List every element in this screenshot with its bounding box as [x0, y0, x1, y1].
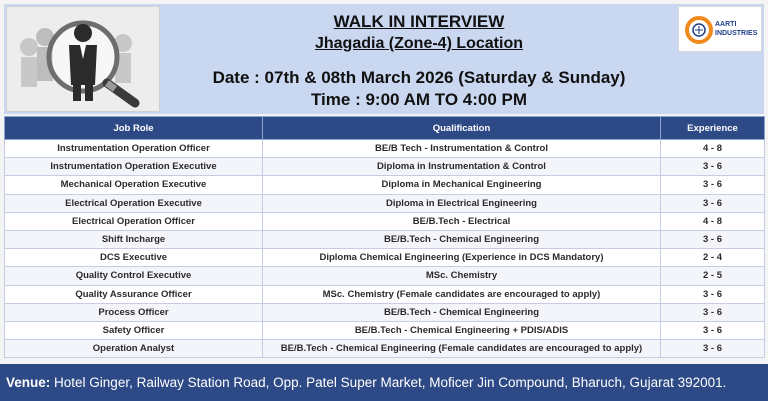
- qualification-cell: MSc. Chemistry: [263, 267, 661, 285]
- job-role-cell: Quality Control Executive: [5, 267, 263, 285]
- company-logo: [678, 6, 762, 52]
- job-role-cell: Safety Officer: [5, 321, 263, 339]
- experience-cell: 2 - 5: [661, 267, 765, 285]
- qualification-cell: BE/B.Tech - Chemical Engineering + PDIS/ADIS: [263, 321, 661, 339]
- experience-cell: 3 - 6: [661, 321, 765, 339]
- job-role-cell: Electrical Operation Officer: [5, 212, 263, 230]
- experience-cell: 3 - 6: [661, 230, 765, 248]
- table-row: [5, 158, 765, 176]
- qualification-cell: Diploma in Electrical Engineering: [263, 194, 661, 212]
- job-openings-table: [4, 116, 765, 358]
- venue-label: Venue:: [6, 375, 51, 390]
- qualification-cell: Diploma Chemical Engineering (Experience in DCS Mandatory): [263, 249, 661, 267]
- experience-cell: 4 - 8: [661, 212, 765, 230]
- venue-address: Hotel Ginger, Railway Station Road, Opp. Patel Super Market, Moficer Jin Compound, Bharuch, Gujarat 392001.: [54, 375, 727, 390]
- poster-header: [4, 4, 764, 114]
- table-row: [5, 303, 765, 321]
- qualification-cell: BE/B.Tech - Electrical: [263, 212, 661, 230]
- interview-time: Time : 9:00 AM TO 4:00 PM: [310, 90, 528, 109]
- table-row: [5, 267, 765, 285]
- experience-cell: 3 - 6: [661, 194, 765, 212]
- magnifier-businessman-image: [6, 6, 160, 112]
- qualification-cell: BE/B.Tech - Chemical Engineering: [263, 230, 661, 248]
- table-row: [5, 212, 765, 230]
- table-row: [5, 176, 765, 194]
- logo-wordmark: [715, 20, 757, 38]
- header-text-block: [164, 4, 674, 114]
- job-role-cell: Operation Analyst: [5, 340, 263, 358]
- qualification-cell: BE/B.Tech - Chemical Engineering (Female candidates are encouraged to apply): [263, 340, 661, 358]
- qualification-cell: BE/B Tech - Instrumentation & Control: [263, 140, 661, 158]
- column-header-experience: Experience: [661, 117, 765, 140]
- logo-line-2: INDUSTRIES: [715, 30, 758, 37]
- table-row: [5, 140, 765, 158]
- experience-cell: 2 - 4: [661, 249, 765, 267]
- job-role-cell: Quality Assurance Officer: [5, 285, 263, 303]
- table-row: [5, 321, 765, 339]
- qualification-cell: Diploma in Mechanical Engineering: [263, 176, 661, 194]
- job-role-cell: Shift Incharge: [5, 230, 263, 248]
- table-row: [5, 249, 765, 267]
- experience-cell: 3 - 6: [661, 176, 765, 194]
- job-role-cell: Instrumentation Operation Executive: [5, 158, 263, 176]
- job-role-cell: Process Officer: [5, 303, 263, 321]
- qualification-cell: MSc. Chemistry (Female candidates are encouraged to apply): [263, 285, 661, 303]
- table-row: [5, 194, 765, 212]
- table-header-row: [5, 117, 765, 140]
- qualification-cell: Diploma in Instrumentation & Control: [263, 158, 661, 176]
- aarti-logo-icon: [685, 16, 713, 44]
- experience-cell: 3 - 6: [661, 303, 765, 321]
- job-role-cell: DCS Executive: [5, 249, 263, 267]
- experience-cell: 3 - 6: [661, 158, 765, 176]
- column-header-job-role: Job Role: [5, 117, 263, 140]
- column-header-qualification: Qualification: [263, 117, 661, 140]
- page-title: WALK IN INTERVIEW: [333, 12, 505, 31]
- experience-cell: 4 - 8: [661, 140, 765, 158]
- job-role-cell: Instrumentation Operation Officer: [5, 140, 263, 158]
- qualification-cell: BE/B.Tech - Chemical Engineering: [263, 303, 661, 321]
- interview-date: Date : 07th & 08th March 2026 (Saturday & Sunday): [212, 68, 626, 87]
- job-role-cell: Electrical Operation Executive: [5, 194, 263, 212]
- logo-line-1: AARTI: [715, 21, 737, 28]
- experience-cell: 3 - 6: [661, 285, 765, 303]
- job-role-cell: Mechanical Operation Executive: [5, 176, 263, 194]
- table-row: [5, 285, 765, 303]
- table-row: [5, 230, 765, 248]
- experience-cell: 3 - 6: [661, 340, 765, 358]
- venue-banner: [0, 364, 768, 401]
- table-row: [5, 340, 765, 358]
- location-heading: Jhagadia (Zone-4) Location: [314, 35, 523, 52]
